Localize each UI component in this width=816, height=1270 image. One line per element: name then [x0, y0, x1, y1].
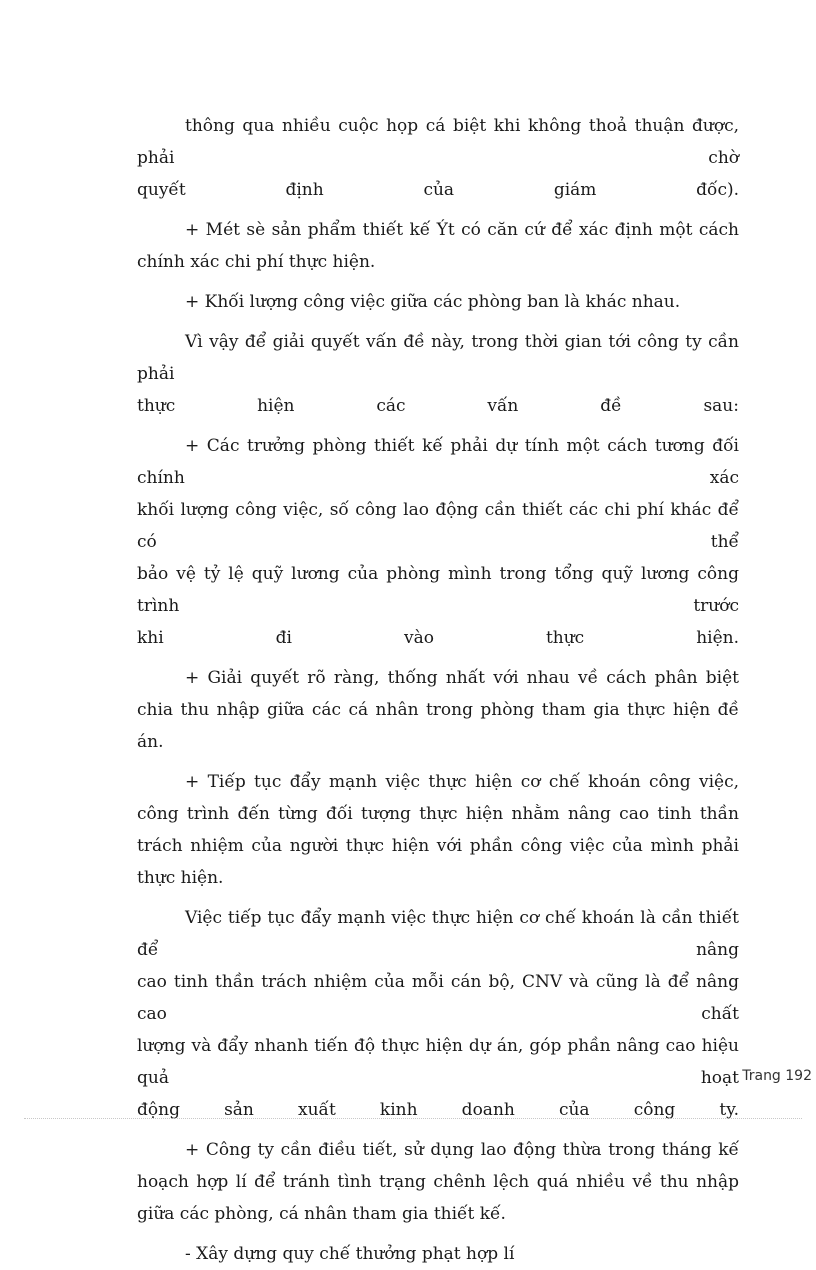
paragraph-responsibility: [137, 902, 739, 1126]
text-line: khi đi vào thực hiện.: [137, 628, 739, 648]
text-line: thông qua nhiều cuộc họp cá biệt khi không thoả thuận được, phải chờ: [137, 116, 739, 168]
page-number: Trang 192: [742, 1068, 812, 1084]
text-line: cao tinh thần trách nhiệm của mỗi cán bộ, CNV và cũng là để nâng cao chất: [137, 972, 739, 1024]
paragraph-labor-regulation: + Công ty cần điều tiết, sử dụng lao động thừa trong tháng kế hoạch hợp lí để tránh tình trạng chênh lệch quá nhiều về thu nhập giữa các phòng, cá nhân tham gia thiết kế.: [137, 1140, 739, 1224]
paragraph-reward-policy: - Xây dựng quy chế thưởng phạt hợp lí: [185, 1244, 515, 1264]
paragraph-department-heads: [137, 430, 739, 654]
text-line: + Các trưởng phòng thiết kế phải dự tính một cách tương đối chính xác: [137, 436, 739, 488]
text-line: động sản xuất kinh doanh của công ty.: [137, 1100, 739, 1120]
text-line: quyết định của giám đốc).: [137, 180, 739, 200]
paragraph-design-cost: + Mét sè sản phẩm thiết kế Ýt có căn cứ để xác định một cách chính xác chi phí thực hiện.: [137, 220, 739, 272]
paragraph-income-split: + Giải quyết rõ ràng, thống nhất với nhau về cách phân biệt chia thu nhập giữa các cá nhân trong phòng tham gia thực hiện đề án.: [137, 668, 739, 752]
footer-divider: [24, 1118, 802, 1119]
paragraph-solution-intro: [137, 326, 739, 422]
text-line: Việc tiếp tục đẩy mạnh việc thực hiện cơ chế khoán là cần thiết để nâng: [137, 908, 739, 960]
document-body: [137, 110, 739, 1270]
text-line: bảo vệ tỷ lệ quỹ lương của phòng mình trong tổng quỹ lương công trình trước: [137, 564, 739, 616]
text-line: khối lượng công việc, số công lao động cần thiết các chi phí khác để có thể: [137, 500, 739, 552]
text-line: thực hiện các vấn đề sau:: [137, 396, 739, 416]
paragraph-workload: + Khối lượng công việc giữa các phòng ban là khác nhau.: [185, 292, 681, 312]
text-line: Vì vậy để giải quyết vấn đề này, trong thời gian tới công ty cần phải: [137, 332, 739, 384]
text-line: lượng và đẩy nhanh tiến độ thực hiện dự án, góp phần nâng cao hiệu quả hoạt: [137, 1036, 739, 1088]
paragraph-contract-mechanism: + Tiếp tục đẩy mạnh việc thực hiện cơ chế khoán công việc, công trình đến từng đối tượng thực hiện nhằm nâng cao tinh thần trách nhiệm của người thực hiện với phần công việc của mình phải thực hiện.: [137, 772, 739, 888]
paragraph-approval: [137, 110, 739, 206]
